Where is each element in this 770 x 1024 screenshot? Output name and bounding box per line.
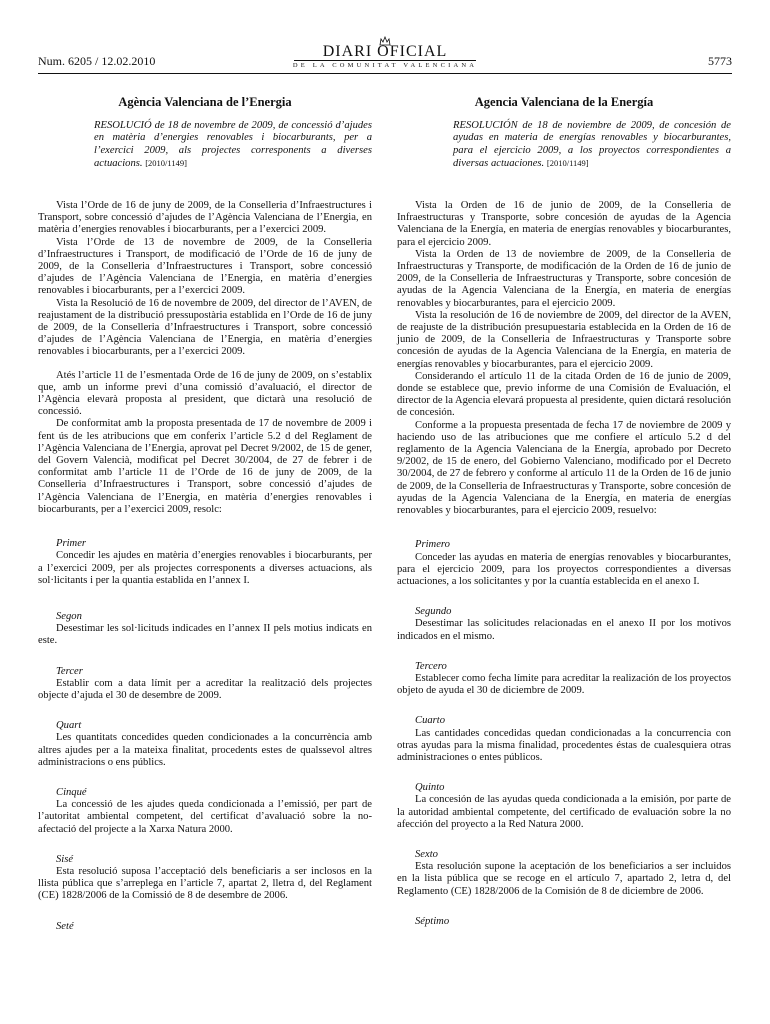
logo-divider xyxy=(294,60,476,61)
paragraph: Vista la Orden de 16 de junio de 2009, de la Conselleria de Infraestructuras y Transporte, sobre concesión de ayudas de la Agencia Valenciana de la Energía, en materia de energías renovables y biocarburantes, para el ejercicio 2009. xyxy=(397,200,731,248)
agency-title: Agencia Valenciana de la Energía xyxy=(474,95,654,109)
section-heading: Tercer xyxy=(56,665,83,677)
paragraph: Vista l’Orde de 16 de juny de 2009, de la Conselleria d’Infraestructures i Transport, sobre concessió d’ajudes de l’Agència Valenciana de l’Energia, en matèria d’energies renovables i biocarburants, per a l’exercici 2009. xyxy=(38,200,372,236)
section-heading: Sexto xyxy=(415,848,438,860)
paragraph: Considerando el artículo 11 de la citada Orden de 16 de junio de 2009, donde se establece que, previo informe de una Comisión de Evaluación, el director de la Agencia elevará propuesta al presidente, quien dictará resolución de concesión. xyxy=(397,370,731,419)
section-text: Desestimar las solicitudes relacionadas en el anexo II por los motivos indicados en el mismo. xyxy=(397,618,731,642)
paragraph: Vista la Orden de 13 de noviembre de 2009, de la Conselleria de Infraestructuras y Transporte, de modificación de la Orden de 16 de junio de 2009, de la Conselleria de Infraestructuras y Transporte, sobre concesión de ayudas de la Agencia Valenciana de la Energía, en materia de energías renovables y biocarburantes, para el ejercicio 2009. xyxy=(397,248,731,309)
section-text: Las cantidades concedidas quedan condicionadas a la concurrencia con otras ayudas para la misma finalidad, procedentes éstas de cualesquiera otras administraciones o entes públicos. xyxy=(397,727,731,763)
paragraph: Conforme a la propuesta presentada de fecha 17 de noviembre de 2009 y haciendo uso de las atribuciones que me confiere el artículo 5.2 d del reglamento de la Agencia Valenciana de la Energía, aprobado por Decreto 9/2002, de 15 de enero, del Gobierno Valenciano, modificado por el Decreto 30/2004, de 27 de febrero y conforme al artículo 11 de la Orden de 16 de junio de 2009, de la Conselleria de Infraestructuras y Transporte, sobre concesión de ayudas de la Agencia Valenciana de la Energía, en materia de energías renovables y biocarburantes, para el ejercicio 2009, resuelvo: xyxy=(397,419,731,517)
paragraph: Atés l’article 11 de l’esmentada Orde de 16 de juny de 2009, on s’establix que, amb un informe previ d’una comissió d’avaluació, el director de l’Agència elevarà proposta al president, que dictarà una resolució de concessió. xyxy=(38,369,372,418)
section-heading: Tercero xyxy=(415,660,447,672)
paragraph: De conformitat amb la proposta presentada de 17 de novembre de 2009 i fent ús de les atribucions que em conferix l’article 5.2 d del Reglament de l’Agència Valenciana de l’Energia, aprovat pel Decret 9/2002, de 15 de gener, del Govern Valencià, modificat pel Decret 30/2004, de 27 de febrer i de conformitat amb l’article 11 de l’Orde de 16 de juny de 2009, de la Conselleria d’Infraestructures i Transport, sobre concessió d’ajudes de l’Agència Valenciana de l’Energia, en matèria d’energies renovables i biocarburants, per a l’exercici 2009, resolc: xyxy=(38,418,372,515)
section-text: La concesión de las ayudas queda condicionada a la emisión, por parte de la autoridad ambiental competente, del certificado de evaluación sobre la no afección del proyecto a la Red Natura 2000. xyxy=(397,794,731,830)
resolution-ref: [2010/1149] xyxy=(546,157,589,168)
section-heading: Séptimo xyxy=(415,915,450,927)
section-heading: Quinto xyxy=(415,782,445,794)
section-heading: Cuarto xyxy=(415,715,446,727)
section-text: Establir com a data límit per a acreditar la realització dels projectes objecte d’ajuda el 30 de desembre de 2009. xyxy=(38,677,372,701)
page-header xyxy=(38,36,732,72)
section-text: La concessió de les ajudes queda condicionada a l’emissió, per part de l’autoritat ambiental competent, del certificat d’avaluació sobre la no-afectació del projecte a la Xarxa Natura 2000. xyxy=(38,799,372,835)
section-heading: Seté xyxy=(56,920,74,932)
logo-title: DIARI OFICIAL xyxy=(322,43,448,60)
journal-logo xyxy=(290,36,480,72)
section-text: Concedir les ajudes en matèria d’energies renovables i biocarburants, per a l’exercici 2009, per als projectes corresponents a diverses actuacions, als sol·licitants i per la quantia establida en l’annex I. xyxy=(38,550,372,586)
section-heading: Segon xyxy=(56,610,82,622)
column-valencian xyxy=(38,96,372,933)
header-divider xyxy=(38,73,732,74)
resolution-ref: [2010/1149] xyxy=(145,157,187,168)
section-text: Les quantitats concedides queden condicionades a la concurrència amb altres ajudes per a la mateixa finalitat, procedents estes de qualssevol altres administracions o ens públics. xyxy=(38,732,372,768)
paragraph: Vista la Resolució de 16 de novembre de 2009, del director de l’AVEN, de reajustament de la distribució pressupostària establida en l’Orde de 16 de juny de 2009, de la Conselleria d’Infraestructures i Transport, sobre concessió d’ajudes de l’Agència Valenciana de l’Energia, en matèria d’energies renovables i biocarburants, per a l’exercici 2009. xyxy=(38,297,373,358)
section-heading: Segundo xyxy=(415,606,452,618)
section-text: Esta resolució suposa l’acceptació dels beneficiaris a ser inclosos en la llista pública que s’arreplega en l’article 7, apartat 2, lletra d, del Reglament (CE) 1828/2006 de la Comissió de 8 de desembre de 2006. xyxy=(38,865,372,902)
resolution-title: RESOLUCIÓN de 18 de noviembre de 2009, de concesión de ayudas en materia de energías renovables y biocarburantes, para el ejercicio 2009, a los proyectos correspondientes a diversas actuaciones. [2010/1149] xyxy=(453,120,731,169)
logo-subtitle: DE LA COMUNITAT VALENCIANA xyxy=(292,62,478,69)
section-heading: Quart xyxy=(56,720,82,732)
section-text: Establecer como fecha límite para acreditar la realización de los proyectos objeto de ayuda el 30 de diciembre de 2009. xyxy=(397,672,731,697)
paragraph: Vista la resolución de 16 de noviembre de 2009, del director de la AVEN, de reajuste de la distribución presupuestaria establecida en la Orden de 16 de junio de 2009, de la Conselleria de Infraestructuras y Transporte sobre concesión de ayudas de la Agencia Valenciana de la Energía, en materia de energías renovables y biocarburantes, para el ejercicio 2009. xyxy=(397,309,731,370)
section-heading: Cinqué xyxy=(56,786,87,798)
section-heading: Primero xyxy=(415,539,450,551)
paragraph: Vista l’Orde de 13 de novembre de 2009, de la Conselleria d’Infraestructures i Transport, de modificació de l’Orde de 16 de juny de 2009, de la Conselleria d’Infraestructures i Transport, sobre concessió d’ajudes de l’Agència Valenciana de l’Energia, en matèria d’energies renovables i biocarburants, per a l’exercici 2009. xyxy=(38,236,372,297)
resolution-title: RESOLUCIÓ de 18 de novembre de 2009, de concessió d’ajudes en matèria d’energies renovables i biocarburants, per a l’exercici 2009, als projectes corresponents a diverses actuacions. [2010/1149] xyxy=(94,120,372,169)
spacer xyxy=(38,359,372,370)
section-heading: Primer xyxy=(56,538,87,550)
issue-number: Num. 6205 / 12.02.2010 xyxy=(38,54,156,68)
section-heading: Sisé xyxy=(56,853,74,865)
page-number: 5773 xyxy=(708,54,732,68)
agency-title: Agència Valenciana de l’Energia xyxy=(118,95,292,109)
section-text: Desestimar les sol·licituds indicades en l’annex II pels motius indicats en este. xyxy=(38,623,372,647)
section-text: Conceder las ayudas en materia de energías renovables y biocarburantes, para el ejercicio 2009, para los proyectos correspondientes a diversas actuaciones, a los solicitantes y por la cuantía establecida en el anexo I. xyxy=(397,551,731,587)
column-spanish xyxy=(397,96,731,928)
section-text: Esta resolución supone la aceptación de los beneficiarios a ser incluidos en la lista pública que se recoge en el artículo 7, apartado 2, letra d, del Reglamento (CE) 1828/2006 de la Comisión de 8 de diciembre de 2006. xyxy=(397,861,731,897)
